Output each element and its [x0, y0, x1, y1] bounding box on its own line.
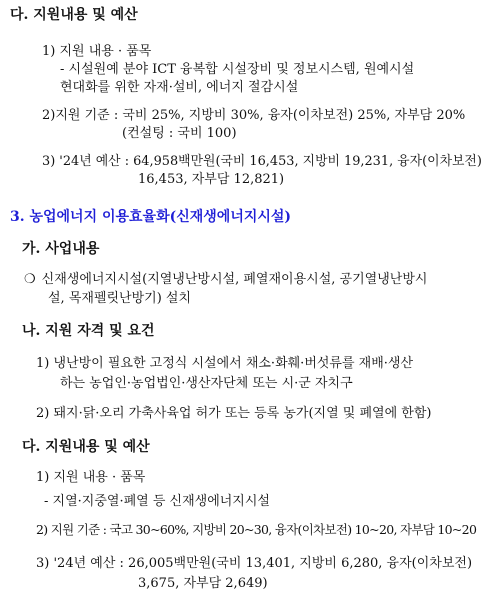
item-support-content-line: - 지열·지중열·폐열 등 신재생에너지시설	[44, 494, 270, 509]
eligibility-item: 2) 돼지·닭·오리 가축사육업 허가 또는 등록 농가(지열 및 폐열에 한함)	[36, 406, 432, 421]
item-support-content-label: 1) 지원 내용 · 품목	[36, 470, 146, 485]
item-budget-continued: 3,675, 자부담 2,649)	[138, 576, 268, 591]
subsection-heading-support-budget: 다. 지원내용 및 예산	[22, 439, 150, 455]
bullet-text: 신재생에너지시설(지열냉난방시설, 폐열재이용시설, 공기열냉난방시	[41, 272, 428, 287]
subsection-heading-project-content: 가. 사업내용	[22, 241, 100, 257]
item-support-criteria: 2) 지원 기준 : 국고 30~60%, 지방비 20~30, 융자(이차보전) 10~20, 자부담 10~20	[36, 522, 477, 537]
item-budget: 3) '24년 예산 : 26,005백만원(국비 13,401, 지방비 6,280, 융자(이차보전)	[36, 556, 473, 571]
item-support-content-line: 현대화를 위한 자재·설비, 에너지 절감시설	[60, 80, 299, 95]
item-support-content-line: - 시설원예 분야 ICT 융복합 시설장비 및 정보시스템, 원예시설	[60, 62, 415, 77]
subsection-heading-eligibility: 나. 지원 자격 및 요건	[22, 323, 155, 339]
bullet-item	[24, 268, 427, 287]
eligibility-item: 1) 냉난방이 필요한 고정식 시설에서 채소·화훼·버섯류를 재배·생산	[36, 356, 414, 371]
bullet-text-continued: 설, 목재펠릿난방기) 설치	[48, 291, 192, 306]
section-heading-support-budget: 다. 지원내용 및 예산	[10, 7, 138, 23]
item-support-content-label: 1) 지원 내용 · 품목	[42, 44, 152, 59]
bullet-circle-icon: ❍	[24, 272, 36, 287]
item-budget-continued: 16,453, 자부담 12,821)	[138, 172, 285, 187]
item-support-criteria: 2)지원 기준 : 국비 25%, 지방비 30%, 융자(이차보전) 25%, 자부담 20%	[42, 108, 466, 123]
item-budget: 3) '24년 예산 : 64,958백만원(국비 16,453, 지방비 19,231, 융자(이차보전)	[42, 154, 482, 169]
section-title-energy-efficiency: 3. 농업에너지 이용효율화(신재생에너지시설)	[10, 209, 292, 225]
item-support-criteria-consulting: (컨설팅 : 국비 100)	[122, 126, 237, 141]
eligibility-item-continued: 하는 농업인·농업법인·생산자단체 또는 시·군 자치구	[60, 376, 353, 391]
